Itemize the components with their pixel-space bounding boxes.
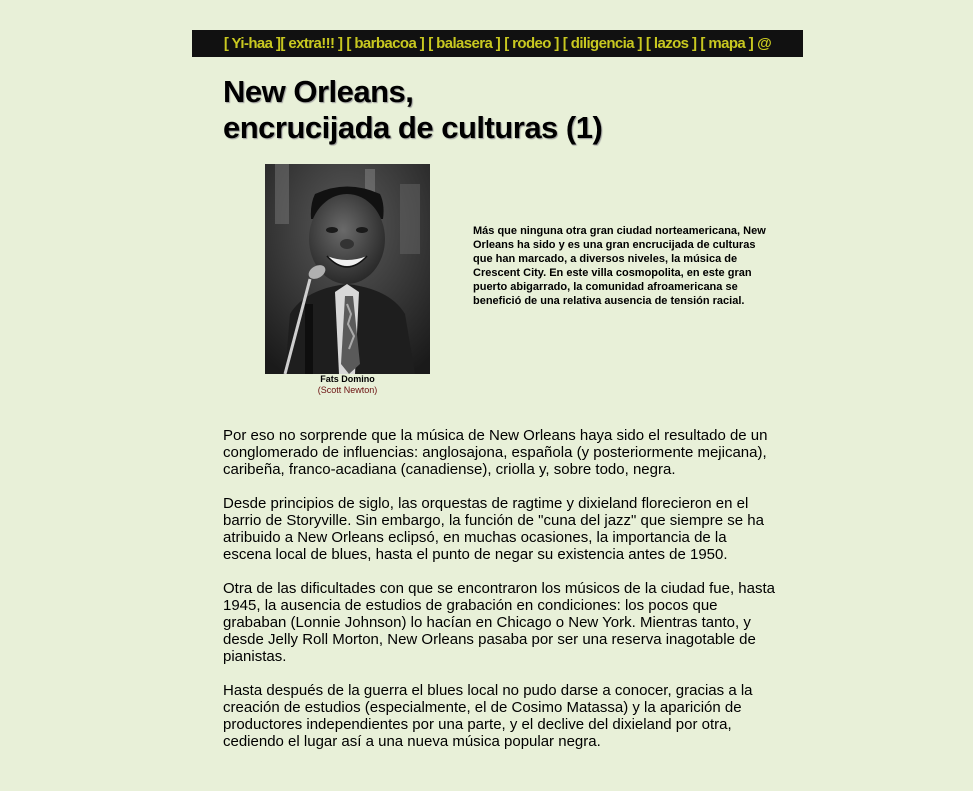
intro-paragraph: Más que ninguna otra gran ciudad norteamericana, New Orleans ha sido y es una gran encrucijada de culturas que han marcado, a diversos niveles, la música de Crescent City. En este villa cosmopolita, en este gran puerto abigarrado, la comunidad afroamericana se benefició de una relativa ausencia de tensión racial.: [473, 225, 766, 307]
top-nav-bar: [192, 30, 803, 57]
title-line-2: encrucijada de culturas (1): [223, 110, 603, 145]
nav-link-extra[interactable]: [ extra!!! ]: [280, 35, 343, 52]
nav-link-email[interactable]: @: [757, 35, 772, 52]
nav-link-lazos[interactable]: [ lazos ]: [645, 35, 697, 52]
body-paragraph-1: Por eso no sorprende que la música de New Orleans haya sido el resultado de un conglomerado de influencias: anglosajona, española (y posteriormente mejicana), caribeña, franco-acadiana (canadiense), criolla y, sobre todo, negra.: [223, 427, 768, 478]
nav-link-yi-haa[interactable]: [ Yi-haa ]: [223, 35, 281, 52]
body-paragraph-3: Otra de las dificultades con que se encontraron los músicos de la ciudad fue, hasta 1945, la ausencia de estudios de grabación en condiciones: los pocos que grababan (Lonnie Johnson) lo hacían en Chicago o New York. Mientras tanto, y desde Jelly Roll Morton, New Orleans pasaba por ser una reserva inagotable de pianistas.: [223, 580, 775, 665]
photo-caption: [265, 374, 430, 396]
nav-link-barbacoa[interactable]: [ barbacoa ]: [346, 35, 425, 52]
nav-link-balasera[interactable]: [ balasera ]: [428, 35, 501, 52]
fats-domino-photo: [265, 164, 430, 374]
body-paragraph-2: Desde principios de siglo, las orquestas de ragtime y dixieland florecieron en el barrio de Storyville. Sin embargo, la función de "cuna del jazz" que siempre se ha atribuido a New Orleans eclipsó, en muchas ocasiones, la importancia de la escena local de blues, hasta el punto de negar su existencia antes de 1950.: [223, 495, 764, 563]
title-line-1: New Orleans,: [223, 74, 414, 109]
nav-link-rodeo[interactable]: [ rodeo ]: [504, 35, 559, 52]
nav-link-diligencia[interactable]: [ diligencia ]: [562, 35, 642, 52]
photo-caption-credit: (Scott Newton): [317, 385, 378, 395]
article-body: [223, 427, 778, 767]
body-paragraph-4: Hasta después de la guerra el blues local no pudo darse a conocer, gracias a la creación de estudios (especialmente, el de Cosimo Matassa) y la aparición de productores independientes por una parte, y el declive del dixieland por otra, cediendo el lugar así a una nueva música popular negra.: [223, 682, 753, 750]
nav-link-mapa[interactable]: [ mapa ]: [700, 35, 754, 52]
page-title: [223, 74, 602, 146]
photo-caption-name: Fats Domino: [320, 374, 375, 384]
